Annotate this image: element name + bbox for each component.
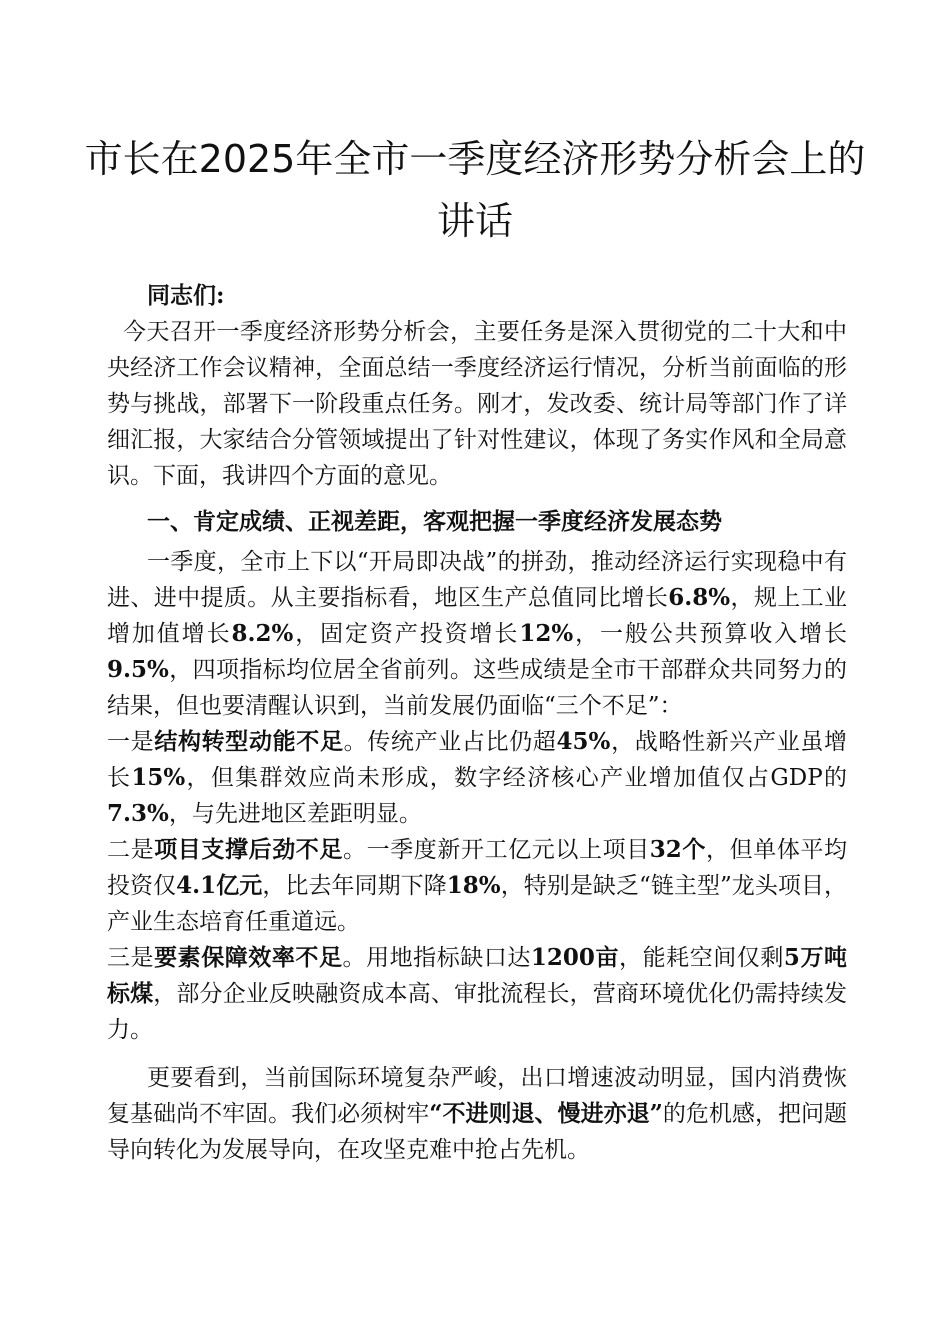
document-body xyxy=(107,278,847,1168)
point-2-title: 项目支撑后劲不足 xyxy=(154,836,343,863)
intro-paragraph: 今天召开一季度经济形势分析会，主要任务是深入贯彻党的二十大和中央经济工作会议精神，全面总结一季度经济运行情况，分析当前面临的形势与挑战，部署下一阶段重点任务。刚才，发改委、统计局等部门作了详细汇报，大家结合分管领域提出了针对性建议，体现了务实作风和全局意识。下面，我讲四个方面的意见。 xyxy=(107,319,847,489)
title-line-1: 市长在2025年全市一季度经济形势分析会上的 xyxy=(84,137,866,181)
investment-growth-value: 12% xyxy=(519,620,574,647)
closing-paragraph: 更要看到，当前国际环境复杂严峻，出口增速波动明显，国内消费恢复基础尚不牢固。我们必须树牢“不进则退、慢进亦退”的危机感，把问题导向转化为发展导向，在攻坚克难中抢占先机。 xyxy=(107,1065,847,1163)
salutation: 同志们: xyxy=(147,282,225,309)
industrial-growth-value: 8.2% xyxy=(231,620,294,647)
title-line-2: 讲话 xyxy=(436,199,513,243)
gdp-growth-value: 6.8% xyxy=(668,584,731,611)
section-1-heading: 一、肯定成绩、正视差距，客观把握一季度经济发展态势 xyxy=(147,508,722,535)
point-1-paragraph: 一是结构转型动能不足。传统产业占比仍超45%，战略性新兴产业虽增长15%，但集群效应尚未形成，数字经济核心产业增加值仅占GDP的7.3%，与先进地区差距明显。 xyxy=(107,728,848,827)
revenue-growth-value: 9.5% xyxy=(107,656,169,683)
point-1-title: 结构转型动能不足 xyxy=(154,728,344,755)
point-3-paragraph: 三是要素保障效率不足。用地指标缺口达1200亩，能耗空间仅剩5万吨标煤，部分企业反映融资成本高、审批流程长，营商环境优化仍需持续发力。 xyxy=(107,944,848,1043)
document-title xyxy=(60,128,890,252)
point-3-title: 要素保障效率不足 xyxy=(154,944,343,971)
point-2-paragraph: 二是项目支撑后劲不足。一季度新开工亿元以上项目32个，但单体平均投资仅4.1亿元，比去年同期下降18%，特别是缺乏“链主型”龙头项目，产业生态培育任重道远。 xyxy=(107,836,848,935)
section-1-paragraph: 一季度，全市上下以“开局即决战”的拼劲，推动经济运行实现稳中有进、进中提质。从主要指标看，地区生产总值同比增长6.8%，规上工业增加值增长8.2%，固定资产投资增长12%，一般公共预算收入增长9.5%，四项指标均位居全省前列。这些成绩是全市干部群众共同努力的结果，但也要清醒认识到，当前发展仍面临“三个不足”： xyxy=(107,549,848,719)
closing-emphasis: “不进则退、慢进亦退” xyxy=(429,1100,663,1127)
